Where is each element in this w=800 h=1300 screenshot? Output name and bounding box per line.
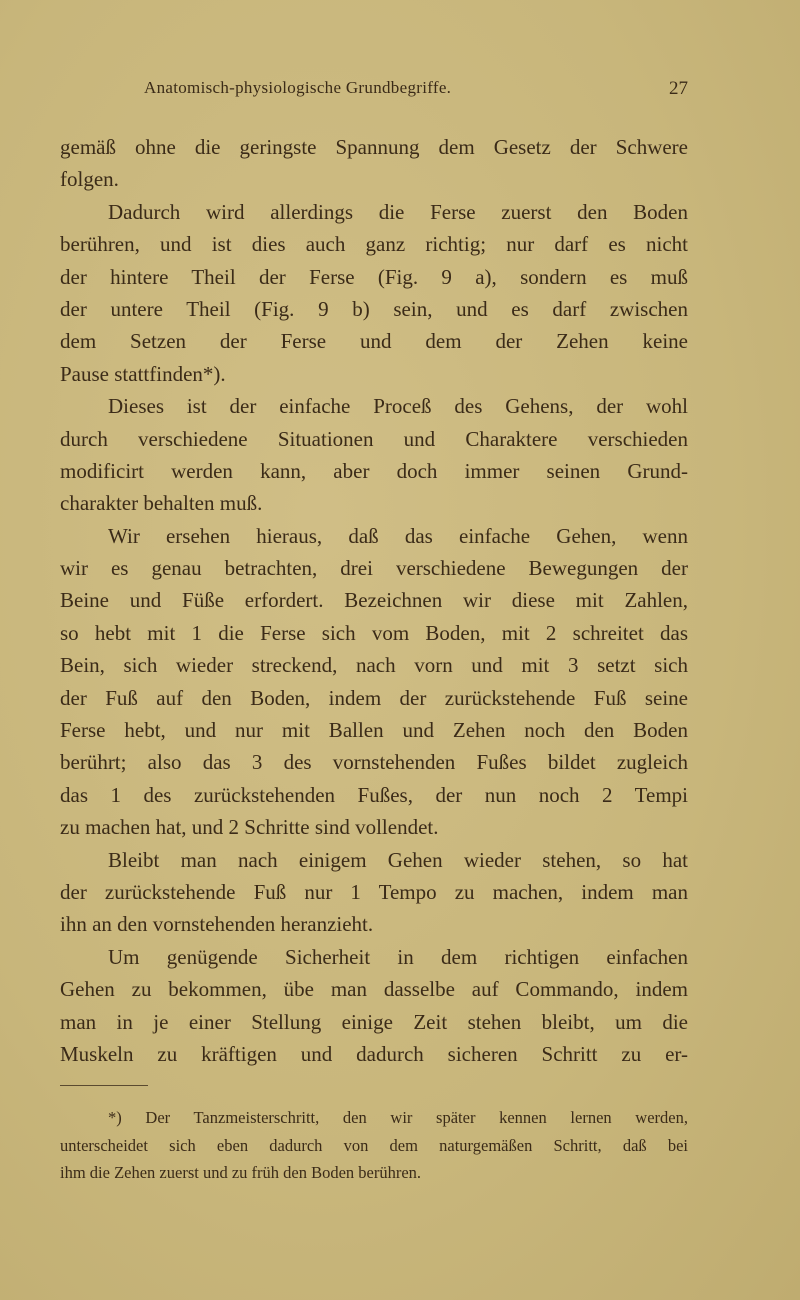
text-line: folgen. — [60, 167, 119, 192]
text-line: Pause stattfinden*). — [60, 361, 226, 386]
footnote-divider — [60, 1085, 148, 1086]
paragraph — [60, 941, 688, 1071]
text-line: Wir ersehen hieraus, daß das einfache Gehen, wenn — [108, 523, 688, 548]
text-line: Um genügende Sicherheit in dem richtigen einfachen — [108, 944, 688, 969]
text-line: der hintere Theil der Ferse (Fig. 9 a), sondern es muß — [60, 264, 688, 289]
text-line: Ferse hebt, und nur mit Ballen und Zehen noch den Boden — [60, 718, 688, 743]
text-line: ihn an den vornstehenden heranzieht. — [60, 912, 374, 937]
text-line: der untere Theil (Fig. 9 b) sein, und es darf zwischen — [60, 296, 688, 321]
text-line: Muskeln zu kräftigen und dadurch sicheren Schritt zu er- — [60, 1041, 688, 1066]
page-header — [60, 78, 688, 104]
body-text — [60, 131, 688, 1070]
text-line: modificirt werden kann, aber doch immer seinen Grund- — [60, 458, 688, 483]
paragraph — [60, 844, 688, 941]
text-line: zu machen hat, und 2 Schritte sind vollendet. — [60, 815, 439, 840]
text-line: so hebt mit 1 die Ferse sich vom Boden, mit 2 schreitet das — [60, 620, 688, 645]
text-line: charakter behalten muß. — [60, 491, 263, 516]
text-line: das 1 des zurückstehenden Fußes, der nun noch 2 Tempi — [60, 782, 688, 807]
text-line: berührt; also das 3 des vornstehenden Fußes bildet zugleich — [60, 750, 688, 775]
text-line: der zurückstehende Fuß nur 1 Tempo zu machen, indem man — [60, 879, 688, 904]
paragraph — [60, 131, 688, 196]
paragraph — [60, 196, 688, 390]
page-number: 27 — [669, 78, 688, 99]
text-line: durch verschiedene Situationen und Charaktere verschieden — [60, 426, 688, 451]
text-line: der Fuß auf den Boden, indem der zurückstehende Fuß seine — [60, 685, 688, 710]
footnote-line: unterscheidet sich eben dadurch von dem naturgemäßen Schritt, daß bei — [60, 1135, 688, 1155]
text-line: gemäß ohne die geringste Spannung dem Gesetz der Schwere — [60, 135, 688, 159]
text-line: Dieses ist der einfache Proceß des Gehens, der wohl — [108, 394, 688, 419]
text-line: dem Setzen der Ferse und dem der Zehen keine — [60, 329, 688, 354]
text-line: Bleibt man nach einigem Gehen wieder stehen, so hat — [108, 847, 688, 872]
paragraph — [60, 390, 688, 520]
text-line: wir es genau betrachten, drei verschiedene Bewegungen der — [60, 556, 688, 581]
text-line: man in je einer Stellung einige Zeit stehen bleibt, um die — [60, 1009, 688, 1034]
paragraph — [60, 520, 688, 844]
text-line: Bein, sich wieder streckend, nach vorn und mit 3 setzt sich — [60, 653, 688, 678]
text-line: Gehen zu bekommen, übe man dasselbe auf Commando, indem — [60, 977, 688, 1002]
text-line: Beine und Füße erfordert. Bezeichnen wir diese mit Zahlen, — [60, 588, 688, 613]
text-line: berühren, und ist dies auch ganz richtig; nur darf es nicht — [60, 232, 688, 257]
footnote-line: ihm die Zehen zuerst und zu früh den Boden berühren. — [60, 1163, 422, 1182]
footnote — [60, 1104, 688, 1187]
running-title: Anatomisch-physiologische Grundbegriffe. — [144, 78, 452, 97]
footnote-line: *) Der Tanzmeisterschritt, den wir später kennen lernen werden, — [108, 1108, 688, 1127]
text-line: Dadurch wird allerdings die Ferse zuerst den Boden — [108, 199, 688, 224]
